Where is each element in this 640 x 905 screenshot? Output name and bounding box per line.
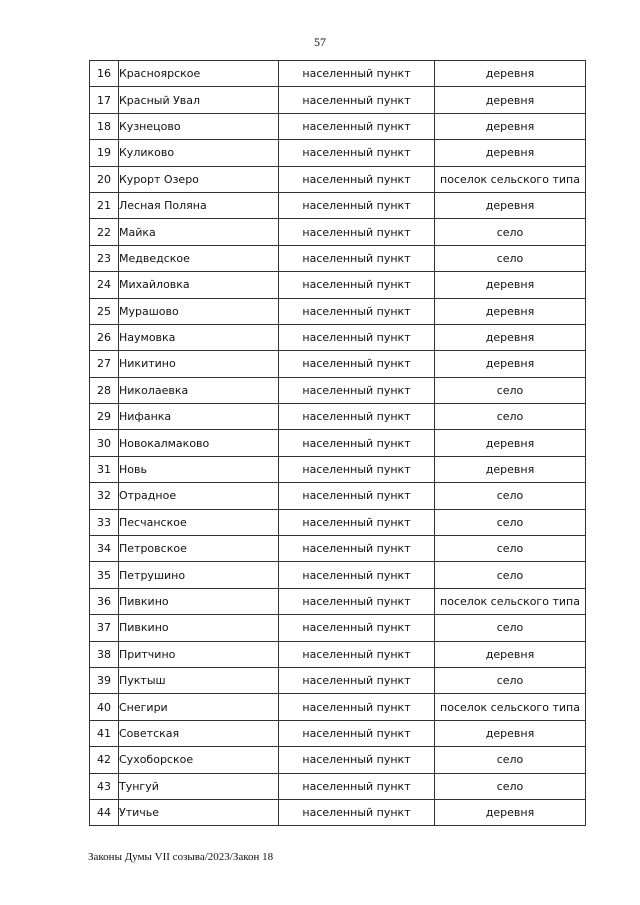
- settlement-kind-cell: населенный пункт: [279, 615, 435, 641]
- settlement-kind-cell: населенный пункт: [279, 61, 435, 87]
- table-row: [90, 773, 586, 799]
- settlement-kind-cell: населенный пункт: [279, 430, 435, 456]
- settlement-name-cell: Пуктыш: [119, 667, 279, 693]
- settlement-type-cell: село: [435, 509, 586, 535]
- settlement-name-cell: Николаевка: [119, 377, 279, 403]
- settlement-name-cell: Петровское: [119, 536, 279, 562]
- settlement-type-cell: село: [435, 377, 586, 403]
- table-row: [90, 588, 586, 614]
- settlements-table-body: [90, 61, 586, 826]
- row-number-cell: 44: [90, 799, 119, 825]
- settlement-type-cell: село: [435, 747, 586, 773]
- settlement-type-cell: деревня: [435, 456, 586, 482]
- settlement-name-cell: Михайловка: [119, 272, 279, 298]
- settlement-kind-cell: населенный пункт: [279, 562, 435, 588]
- settlement-kind-cell: населенный пункт: [279, 272, 435, 298]
- row-number-cell: 18: [90, 113, 119, 139]
- settlement-name-cell: Новокалмаково: [119, 430, 279, 456]
- settlement-kind-cell: населенный пункт: [279, 483, 435, 509]
- settlement-name-cell: Снегири: [119, 694, 279, 720]
- settlement-kind-cell: населенный пункт: [279, 773, 435, 799]
- settlement-type-cell: деревня: [435, 192, 586, 218]
- row-number-cell: 16: [90, 61, 119, 87]
- table-row: [90, 113, 586, 139]
- settlement-name-cell: Нифанка: [119, 404, 279, 430]
- settlement-name-cell: Красный Увал: [119, 87, 279, 113]
- settlement-name-cell: Пивкино: [119, 615, 279, 641]
- row-number-cell: 42: [90, 747, 119, 773]
- settlement-type-cell: село: [435, 536, 586, 562]
- table-row: [90, 615, 586, 641]
- row-number-cell: 37: [90, 615, 119, 641]
- row-number-cell: 23: [90, 245, 119, 271]
- settlement-kind-cell: населенный пункт: [279, 113, 435, 139]
- row-number-cell: 20: [90, 166, 119, 192]
- table-row: [90, 61, 586, 87]
- settlement-kind-cell: населенный пункт: [279, 536, 435, 562]
- table-row: [90, 456, 586, 482]
- settlement-type-cell: село: [435, 615, 586, 641]
- table-row: [90, 667, 586, 693]
- settlement-kind-cell: населенный пункт: [279, 694, 435, 720]
- row-number-cell: 32: [90, 483, 119, 509]
- row-number-cell: 33: [90, 509, 119, 535]
- settlement-name-cell: Тунгуй: [119, 773, 279, 799]
- settlement-kind-cell: населенный пункт: [279, 351, 435, 377]
- settlement-kind-cell: населенный пункт: [279, 456, 435, 482]
- settlement-type-cell: деревня: [435, 351, 586, 377]
- row-number-cell: 21: [90, 192, 119, 218]
- settlement-kind-cell: населенный пункт: [279, 667, 435, 693]
- table-row: [90, 87, 586, 113]
- settlement-name-cell: Кузнецово: [119, 113, 279, 139]
- settlement-name-cell: Наумовка: [119, 324, 279, 350]
- settlement-type-cell: поселок сельского типа: [435, 694, 586, 720]
- settlement-kind-cell: населенный пункт: [279, 799, 435, 825]
- settlement-kind-cell: населенный пункт: [279, 140, 435, 166]
- settlement-name-cell: Притчино: [119, 641, 279, 667]
- table-row: [90, 404, 586, 430]
- row-number-cell: 29: [90, 404, 119, 430]
- settlement-name-cell: Новь: [119, 456, 279, 482]
- table-row: [90, 377, 586, 403]
- settlement-type-cell: деревня: [435, 641, 586, 667]
- table-row: [90, 483, 586, 509]
- row-number-cell: 30: [90, 430, 119, 456]
- row-number-cell: 35: [90, 562, 119, 588]
- table-row: [90, 720, 586, 746]
- table-row: [90, 324, 586, 350]
- settlement-kind-cell: населенный пункт: [279, 747, 435, 773]
- settlement-name-cell: Медведское: [119, 245, 279, 271]
- settlement-name-cell: Красноярское: [119, 61, 279, 87]
- table-row: [90, 192, 586, 218]
- settlement-type-cell: деревня: [435, 87, 586, 113]
- table-row: [90, 747, 586, 773]
- row-number-cell: 19: [90, 140, 119, 166]
- settlement-name-cell: Отрадное: [119, 483, 279, 509]
- settlement-kind-cell: населенный пункт: [279, 298, 435, 324]
- settlement-name-cell: Лесная Поляна: [119, 192, 279, 218]
- table-row: [90, 140, 586, 166]
- table-row: [90, 272, 586, 298]
- settlement-type-cell: поселок сельского типа: [435, 588, 586, 614]
- document-footer: Законы Думы VII созыва/2023/Закон 18: [88, 851, 274, 863]
- row-number-cell: 31: [90, 456, 119, 482]
- settlements-table: [89, 60, 586, 826]
- settlement-type-cell: деревня: [435, 272, 586, 298]
- settlement-name-cell: Сухоборское: [119, 747, 279, 773]
- settlement-type-cell: деревня: [435, 430, 586, 456]
- table-row: [90, 799, 586, 825]
- settlement-type-cell: поселок сельского типа: [435, 166, 586, 192]
- table-row: [90, 562, 586, 588]
- settlement-type-cell: село: [435, 483, 586, 509]
- settlement-type-cell: деревня: [435, 720, 586, 746]
- settlement-kind-cell: населенный пункт: [279, 588, 435, 614]
- settlement-type-cell: деревня: [435, 799, 586, 825]
- row-number-cell: 43: [90, 773, 119, 799]
- table-row: [90, 430, 586, 456]
- settlement-name-cell: Песчанское: [119, 509, 279, 535]
- settlement-name-cell: Никитино: [119, 351, 279, 377]
- table-row: [90, 536, 586, 562]
- settlement-kind-cell: населенный пункт: [279, 324, 435, 350]
- page-number: 57: [314, 35, 326, 49]
- row-number-cell: 41: [90, 720, 119, 746]
- table-row: [90, 509, 586, 535]
- settlement-type-cell: село: [435, 219, 586, 245]
- row-number-cell: 34: [90, 536, 119, 562]
- row-number-cell: 27: [90, 351, 119, 377]
- row-number-cell: 25: [90, 298, 119, 324]
- settlement-name-cell: Мурашово: [119, 298, 279, 324]
- settlement-kind-cell: населенный пункт: [279, 377, 435, 403]
- table-row: [90, 219, 586, 245]
- settlement-type-cell: село: [435, 404, 586, 430]
- row-number-cell: 36: [90, 588, 119, 614]
- settlement-name-cell: Майка: [119, 219, 279, 245]
- table-row: [90, 298, 586, 324]
- table-row: [90, 641, 586, 667]
- settlement-kind-cell: населенный пункт: [279, 720, 435, 746]
- row-number-cell: 17: [90, 87, 119, 113]
- settlement-name-cell: Петрушино: [119, 562, 279, 588]
- settlement-type-cell: деревня: [435, 298, 586, 324]
- settlement-name-cell: Советская: [119, 720, 279, 746]
- settlement-type-cell: село: [435, 245, 586, 271]
- settlement-type-cell: село: [435, 773, 586, 799]
- settlement-kind-cell: населенный пункт: [279, 166, 435, 192]
- settlement-type-cell: деревня: [435, 324, 586, 350]
- settlement-kind-cell: населенный пункт: [279, 245, 435, 271]
- row-number-cell: 40: [90, 694, 119, 720]
- row-number-cell: 38: [90, 641, 119, 667]
- settlement-type-cell: село: [435, 667, 586, 693]
- settlement-type-cell: деревня: [435, 61, 586, 87]
- table-row: [90, 245, 586, 271]
- settlement-type-cell: деревня: [435, 113, 586, 139]
- table-row: [90, 166, 586, 192]
- settlement-type-cell: село: [435, 562, 586, 588]
- settlement-name-cell: Куликово: [119, 140, 279, 166]
- settlement-kind-cell: населенный пункт: [279, 192, 435, 218]
- row-number-cell: 22: [90, 219, 119, 245]
- settlement-name-cell: Пивкино: [119, 588, 279, 614]
- row-number-cell: 39: [90, 667, 119, 693]
- settlement-kind-cell: населенный пункт: [279, 219, 435, 245]
- settlement-kind-cell: населенный пункт: [279, 509, 435, 535]
- settlement-type-cell: деревня: [435, 140, 586, 166]
- settlement-kind-cell: населенный пункт: [279, 87, 435, 113]
- settlement-kind-cell: населенный пункт: [279, 404, 435, 430]
- settlement-kind-cell: населенный пункт: [279, 641, 435, 667]
- row-number-cell: 24: [90, 272, 119, 298]
- row-number-cell: 26: [90, 324, 119, 350]
- settlement-name-cell: Утичье: [119, 799, 279, 825]
- table-row: [90, 351, 586, 377]
- table-row: [90, 694, 586, 720]
- settlement-name-cell: Курорт Озеро: [119, 166, 279, 192]
- row-number-cell: 28: [90, 377, 119, 403]
